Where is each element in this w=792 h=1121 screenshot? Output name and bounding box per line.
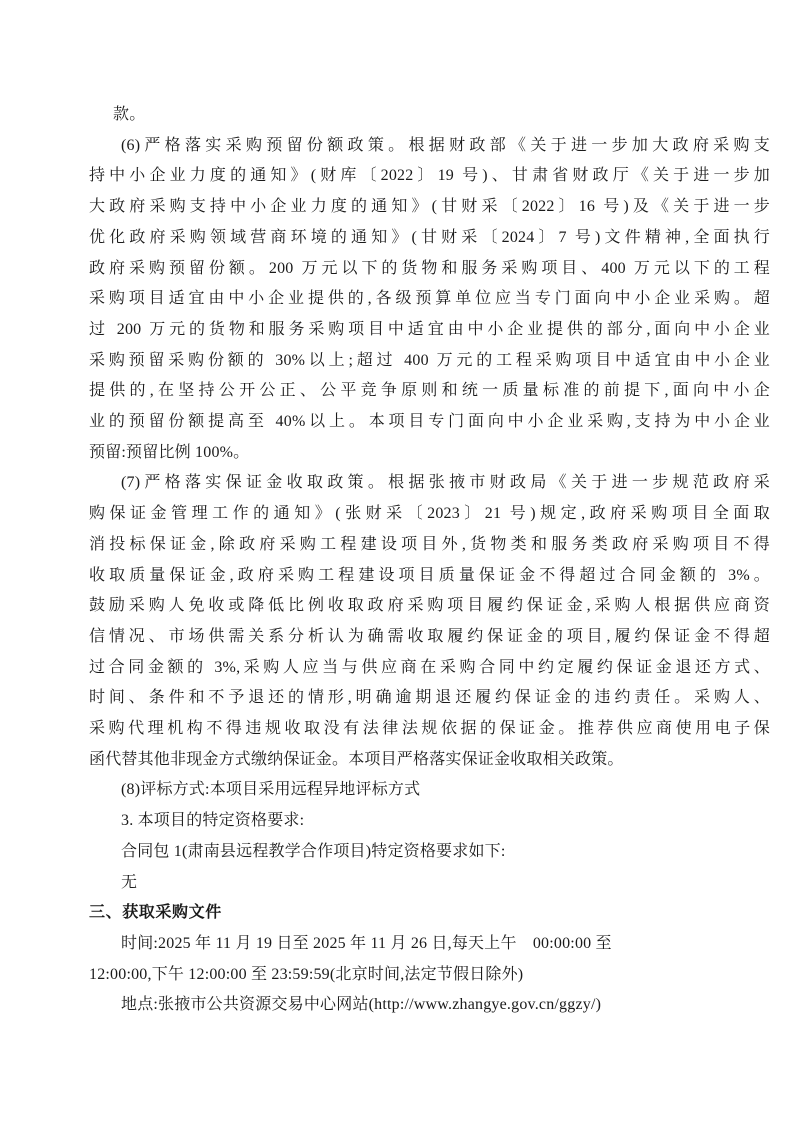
text-line: 大政府采购支持中小企业力度的通知》(甘财采〔2022〕16 号)及《关于进一步 [89, 198, 770, 216]
text-line: 12:00:00,下午 12:00:00 至 23:59:59(北京时间,法定节假日除外) [89, 965, 524, 983]
text-line: 消投标保证金,除政府采购工程建设项目外,货物类和服务类政府采购项目不得 [89, 535, 770, 553]
text-line: 时间:2025 年 11 月 19 日至 2025 年 11 月 26 日,每天上午 00:00:00 至 [121, 934, 612, 952]
text-line: 过 200 万元的货物和服务采购项目中适宜由中小企业提供的部分,面向中小企业 [89, 320, 770, 338]
text-line: 政府采购预留份额。200 万元以下的货物和服务采购项目、400 万元以下的工程 [89, 259, 770, 277]
text-line: 信情况、市场供需关系分析认为确需收取履约保证金的项目,履约保证金不得超 [89, 627, 770, 645]
text-line: 预留:预留比例 100%。 [89, 443, 250, 461]
text-line: 无 [121, 873, 138, 891]
text-line: (6)严格落实采购预留份额政策。根据财政部《关于进一步加大政府采购支 [121, 136, 770, 154]
text-line: 提供的,在坚持公开公正、公平竞争原则和统一质量标准的前提下,面向中小企 [89, 382, 770, 400]
document-body [89, 100, 770, 1021]
text-line: 过合同金额的 3%,采购人应当与供应商在采购合同中约定履约保证金退还方式、 [89, 658, 770, 676]
text-line: 业的预留份额提高至 40%以上。本项目专门面向中小企业采购,支持为中小企业 [89, 413, 770, 431]
text-line: 优化政府采购领域营商环境的通知》(甘财采〔2024〕7 号)文件精神,全面执行 [89, 228, 770, 246]
text-line: 购保证金管理工作的通知》(张财采〔2023〕21 号)规定,政府采购项目全面取 [89, 505, 770, 523]
text-line: 采购项目适宜由中小企业提供的,各级预算单位应当专门面向中小企业采购。超 [89, 290, 770, 308]
text-line: 时间、条件和不予退还的情形,明确逾期退还履约保证金的违约责任。采购人、 [89, 689, 770, 707]
text-line: 采购代理机构不得违规收取没有法律法规依据的保证金。推荐供应商使用电子保 [89, 720, 770, 738]
text-line: 地点:张掖市公共资源交易中心网站(http://www.zhangye.gov.cn/ggzy/) [121, 996, 602, 1014]
text-line: 3. 本项目的特定资格要求: [121, 812, 305, 830]
text-line: 函代替其他非现金方式缴纳保证金。本项目严格落实保证金收取相关政策。 [89, 750, 624, 768]
text-line: (7)严格落实保证金收取政策。根据张掖市财政局《关于进一步规范政府采 [121, 474, 770, 492]
text-line: 持中小企业力度的通知》(财库〔2022〕19 号)、甘肃省财政厅《关于进一步加 [89, 167, 770, 185]
text-line: (8)评标方式:本项目采用远程异地评标方式 [121, 781, 421, 799]
text-line: 采购预留采购份额的 30%以上;超过 400 万元的工程采购项目中适宜由中小企业 [89, 351, 770, 369]
text-line: 鼓励采购人免收或降低比例收取政府采购项目履约保证金,采购人根据供应商资 [89, 597, 770, 615]
text-line: 收取质量保证金,政府采购工程建设项目质量保证金不得超过合同金额的 3%。 [89, 566, 770, 584]
text-line: 款。 [113, 106, 146, 123]
text-line: 合同包 1(肃南县远程教学合作项目)特定资格要求如下: [121, 842, 506, 860]
section-heading: 三、获取采购文件 [89, 904, 222, 922]
